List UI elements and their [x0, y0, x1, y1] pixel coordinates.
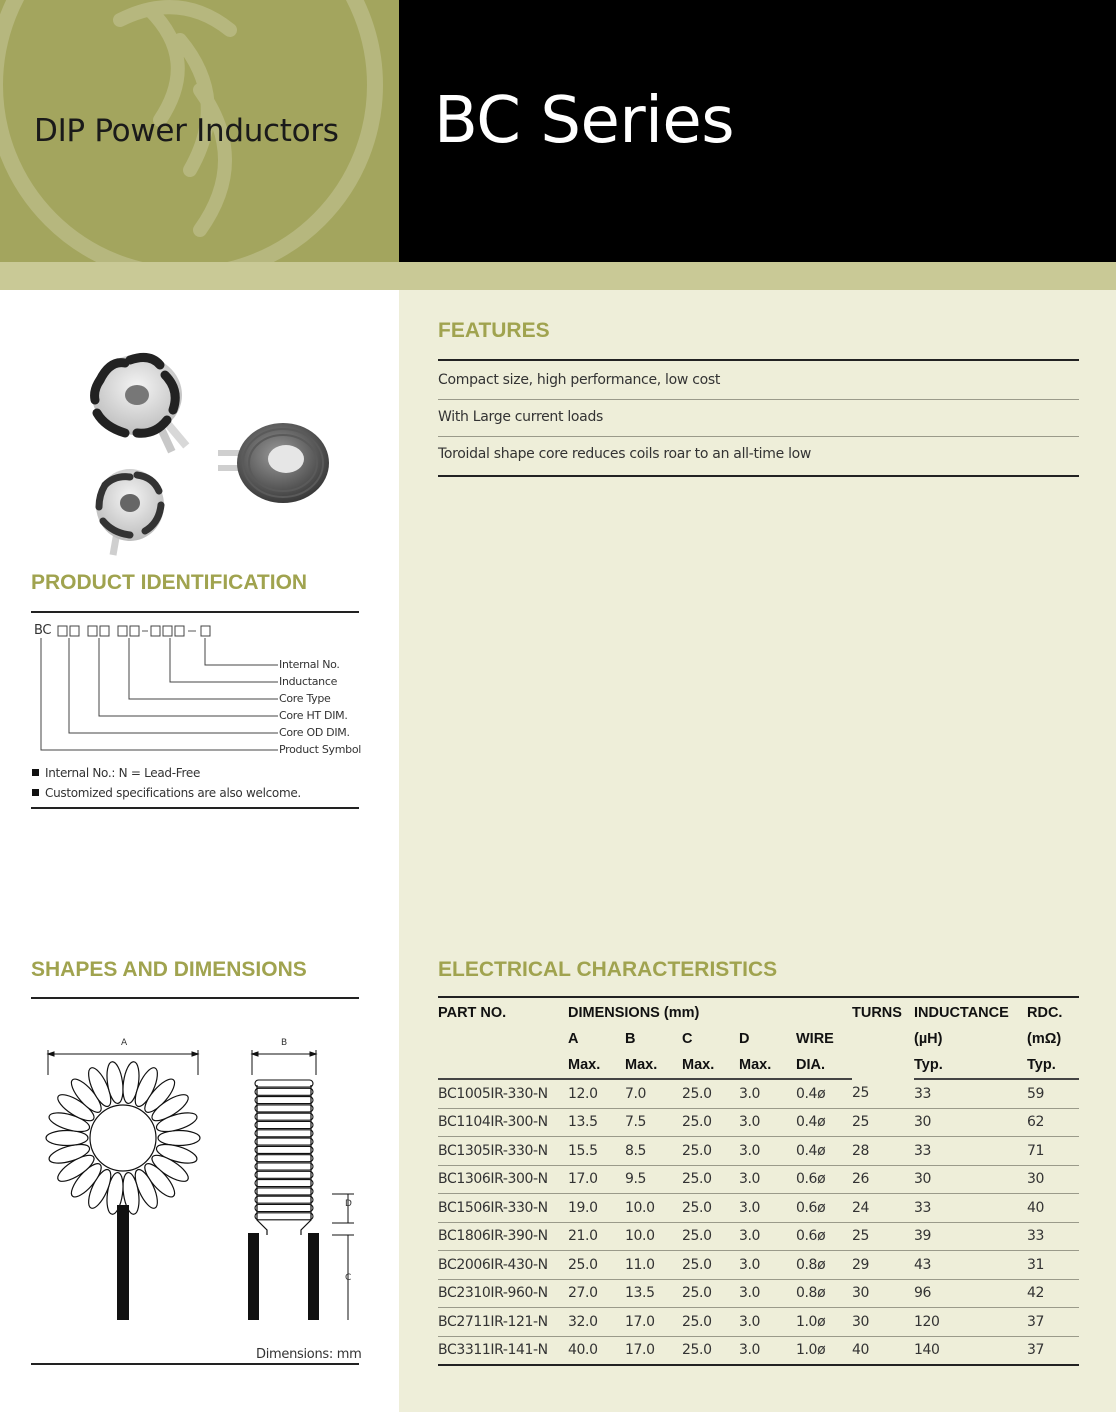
side-coil-turn — [255, 1130, 313, 1137]
code-prefix: BC — [34, 623, 52, 638]
cell-wire: 0.4ø — [796, 1079, 852, 1108]
cell-d: 3.0 — [739, 1108, 796, 1137]
cell-part-no: BC2310IR-960-N — [438, 1279, 568, 1308]
header-band — [0, 262, 1116, 290]
col-header-typ: Typ. — [1027, 1052, 1079, 1079]
features-rule-top — [438, 359, 1079, 361]
feature-item: With Large current loads — [438, 409, 604, 425]
lead-wire — [117, 1205, 129, 1320]
cell-rdc: 30 — [1027, 1165, 1079, 1194]
doc-subtitle: DIP Power Inductors — [34, 113, 339, 149]
cell-turns: 30 — [852, 1279, 914, 1308]
note-item — [32, 786, 301, 800]
cell-c: 25.0 — [682, 1251, 739, 1280]
cell-a: 19.0 — [568, 1194, 625, 1223]
table-row — [438, 1251, 1079, 1280]
code-label: Internal No. — [279, 658, 340, 671]
col-header-b: B — [625, 1031, 636, 1047]
col-header-typ: Typ. — [914, 1052, 1027, 1079]
cell-inductance: 33 — [914, 1079, 1027, 1108]
cell-d: 3.0 — [739, 1137, 796, 1166]
cell-turns: 24 — [852, 1194, 914, 1223]
col-header-a: A — [568, 1031, 579, 1047]
table-row — [438, 1336, 1079, 1365]
code-label: Core Type — [279, 692, 331, 705]
note-text: Customized specifications are also welcome. — [45, 786, 301, 800]
side-coil-turn — [255, 1196, 313, 1203]
dim-label-b: B — [281, 1038, 287, 1048]
bullet-icon — [32, 789, 39, 796]
cell-d: 3.0 — [739, 1222, 796, 1251]
side-coil-turn — [255, 1163, 313, 1170]
cell-part-no: BC1005IR-330-N — [438, 1079, 568, 1108]
cell-inductance: 33 — [914, 1137, 1027, 1166]
side-coil-turn — [255, 1146, 313, 1153]
dim-label-c: C — [345, 1273, 351, 1283]
cell-c: 25.0 — [682, 1279, 739, 1308]
coil-turn — [158, 1131, 200, 1146]
col-header-inductance: INDUCTANCE — [914, 1005, 1009, 1021]
coil-turn — [46, 1131, 88, 1146]
cell-part-no: BC1506IR-330-N — [438, 1194, 568, 1223]
table-row — [438, 1194, 1079, 1223]
cell-turns: 30 — [852, 1308, 914, 1337]
cell-inductance: 96 — [914, 1279, 1027, 1308]
cell-wire: 0.6ø — [796, 1165, 852, 1194]
dim-label-d: D — [345, 1199, 352, 1209]
cell-wire: 0.4ø — [796, 1108, 852, 1137]
cell-rdc: 42 — [1027, 1279, 1079, 1308]
cell-d: 3.0 — [739, 1308, 796, 1337]
col-header-d: D — [739, 1031, 750, 1047]
cell-rdc: 71 — [1027, 1137, 1079, 1166]
cell-rdc: 31 — [1027, 1251, 1079, 1280]
cell-turns: 28 — [852, 1137, 914, 1166]
product-id-title: PRODUCT IDENTIFICATION — [31, 571, 308, 594]
side-coil-turn — [255, 1122, 313, 1129]
cell-rdc: 62 — [1027, 1108, 1079, 1137]
feature-item: Compact size, high performance, low cost — [438, 372, 721, 388]
col-header-inductance-unit: (µH) — [914, 1031, 943, 1047]
code-label: Product Symbol — [279, 743, 362, 756]
cell-c: 25.0 — [682, 1336, 739, 1365]
table-row — [438, 1137, 1079, 1166]
cell-b: 10.0 — [625, 1222, 682, 1251]
side-coil-turn — [255, 1205, 313, 1212]
toroid-hole — [90, 1105, 156, 1171]
note-text: Internal No.: N = Lead-Free — [45, 766, 201, 780]
cell-inductance: 33 — [914, 1194, 1027, 1223]
cell-rdc: 37 — [1027, 1336, 1079, 1365]
col-header-empty — [852, 1026, 914, 1052]
col-header-empty — [438, 1026, 568, 1052]
side-coil-turn — [255, 1080, 313, 1087]
cell-b: 7.0 — [625, 1079, 682, 1108]
cell-rdc: 37 — [1027, 1308, 1079, 1337]
table-row — [438, 1279, 1079, 1308]
side-coil-turns — [255, 1080, 313, 1220]
cell-wire: 0.6ø — [796, 1222, 852, 1251]
cell-a: 21.0 — [568, 1222, 625, 1251]
cell-c: 25.0 — [682, 1222, 739, 1251]
unit-note: Dimensions: mm — [256, 1347, 362, 1362]
cell-b: 10.0 — [625, 1194, 682, 1223]
col-header-c: C — [682, 1031, 693, 1047]
cell-part-no: BC3311IR-141-N — [438, 1336, 568, 1365]
cell-wire: 1.0ø — [796, 1336, 852, 1365]
toroid-coil-turns — [46, 1061, 200, 1216]
cell-turns: 25 — [852, 1108, 914, 1137]
cell-turns: 29 — [852, 1251, 914, 1280]
cell-inductance: 30 — [914, 1165, 1027, 1194]
electrical-rule-top — [438, 996, 1079, 998]
product-id-rule-top — [31, 611, 359, 613]
cell-wire: 0.4ø — [796, 1137, 852, 1166]
code-label: Core OD DIM. — [279, 726, 350, 739]
table-row — [438, 1165, 1079, 1194]
bullet-icon — [32, 769, 39, 776]
cell-a: 32.0 — [568, 1308, 625, 1337]
cell-b: 17.0 — [625, 1336, 682, 1365]
cell-turns: 40 — [852, 1336, 914, 1365]
cell-inductance: 140 — [914, 1336, 1027, 1365]
cell-d: 3.0 — [739, 1079, 796, 1108]
table-row — [438, 1108, 1079, 1137]
dim-label-a: A — [121, 1038, 127, 1048]
table-row — [438, 1222, 1079, 1251]
cell-wire: 0.6ø — [796, 1194, 852, 1223]
product-id-rule-bottom — [31, 807, 359, 809]
cell-b: 8.5 — [625, 1137, 682, 1166]
cell-d: 3.0 — [739, 1279, 796, 1308]
cell-d: 3.0 — [739, 1194, 796, 1223]
cell-inductance: 30 — [914, 1108, 1027, 1137]
cell-part-no: BC1806IR-390-N — [438, 1222, 568, 1251]
shapes-rule-bottom — [31, 1363, 359, 1365]
col-header-max: Max. — [625, 1052, 682, 1079]
side-coil-turn — [255, 1155, 313, 1162]
cell-a: 40.0 — [568, 1336, 625, 1365]
col-header-turns: TURNS — [852, 1005, 902, 1021]
note-item — [32, 766, 200, 780]
side-coil-turn — [255, 1105, 313, 1112]
cell-part-no: BC1104IR-300-N — [438, 1108, 568, 1137]
cell-c: 25.0 — [682, 1079, 739, 1108]
code-label: Inductance — [279, 675, 338, 688]
cell-b: 17.0 — [625, 1308, 682, 1337]
cell-b: 9.5 — [625, 1165, 682, 1194]
cell-turns: 25 — [852, 1222, 914, 1251]
code-structure-diagram — [30, 620, 280, 760]
col-header-empty — [852, 1052, 914, 1079]
shapes-rule-top — [31, 997, 359, 999]
side-coil-turn — [255, 1097, 313, 1104]
cell-b: 11.0 — [625, 1251, 682, 1280]
cell-turns: 25 — [852, 1079, 914, 1108]
cell-a: 25.0 — [568, 1251, 625, 1280]
side-coil-turn — [255, 1088, 313, 1095]
side-coil-turn — [255, 1180, 313, 1187]
col-header-rdc-unit: (mΩ) — [1027, 1031, 1062, 1047]
cell-d: 3.0 — [739, 1336, 796, 1365]
cell-a: 15.5 — [568, 1137, 625, 1166]
features-divider — [438, 436, 1079, 437]
cell-a: 17.0 — [568, 1165, 625, 1194]
code-label: Core HT DIM. — [279, 709, 348, 722]
cell-part-no: BC1306IR-300-N — [438, 1165, 568, 1194]
features-rule-bottom — [438, 475, 1079, 477]
cell-d: 3.0 — [739, 1251, 796, 1280]
dimension-drawing — [31, 1030, 359, 1330]
shapes-title: SHAPES AND DIMENSIONS — [31, 958, 307, 981]
col-header-rdc: RDC. — [1027, 1005, 1063, 1021]
side-coil-turn — [255, 1188, 313, 1195]
electrical-title: ELECTRICAL CHARACTERISTICS — [438, 958, 778, 981]
cell-wire: 0.8ø — [796, 1251, 852, 1280]
cell-c: 25.0 — [682, 1137, 739, 1166]
doc-title: BC Series — [434, 84, 735, 158]
cell-rdc: 59 — [1027, 1079, 1079, 1108]
cell-c: 25.0 — [682, 1194, 739, 1223]
col-header-wire: WIRE — [796, 1031, 834, 1047]
col-header-dimensions: DIMENSIONS (mm) — [568, 1005, 700, 1021]
cell-d: 3.0 — [739, 1165, 796, 1194]
cell-part-no: BC1305IR-330-N — [438, 1137, 568, 1166]
cell-a: 27.0 — [568, 1279, 625, 1308]
cell-a: 13.5 — [568, 1108, 625, 1137]
cell-turns: 26 — [852, 1165, 914, 1194]
cell-wire: 0.8ø — [796, 1279, 852, 1308]
lead-wire-right — [308, 1233, 319, 1320]
feature-item: Toroidal shape core reduces coils roar to an all-time low — [438, 446, 812, 462]
electrical-table — [438, 1000, 1079, 1366]
col-header-empty — [438, 1052, 568, 1079]
table-row — [438, 1079, 1079, 1108]
cell-rdc: 40 — [1027, 1194, 1079, 1223]
cell-a: 12.0 — [568, 1079, 625, 1108]
cell-c: 25.0 — [682, 1108, 739, 1137]
cell-inductance: 43 — [914, 1251, 1027, 1280]
col-header-dia: DIA. — [796, 1052, 852, 1079]
cell-wire: 1.0ø — [796, 1308, 852, 1337]
inductor-photo — [55, 335, 335, 575]
table-row — [438, 1308, 1079, 1337]
cell-rdc: 33 — [1027, 1222, 1079, 1251]
cell-inductance: 39 — [914, 1222, 1027, 1251]
col-header-max: Max. — [739, 1052, 796, 1079]
side-coil-turn — [255, 1138, 313, 1145]
cell-part-no: BC2711IR-121-N — [438, 1308, 568, 1337]
features-divider — [438, 399, 1079, 400]
lead-wire-left — [248, 1233, 259, 1320]
col-header-max: Max. — [682, 1052, 739, 1079]
cell-c: 25.0 — [682, 1165, 739, 1194]
cell-b: 13.5 — [625, 1279, 682, 1308]
cell-part-no: BC2006IR-430-N — [438, 1251, 568, 1280]
side-coil-turn — [255, 1113, 313, 1120]
cell-b: 7.5 — [625, 1108, 682, 1137]
col-header-max: Max. — [568, 1052, 625, 1079]
cell-inductance: 120 — [914, 1308, 1027, 1337]
cell-c: 25.0 — [682, 1308, 739, 1337]
features-title: FEATURES — [438, 319, 550, 342]
side-coil-turn — [255, 1171, 313, 1178]
col-header-part-no: PART NO. — [438, 1005, 507, 1021]
side-coil-turn — [255, 1213, 313, 1220]
